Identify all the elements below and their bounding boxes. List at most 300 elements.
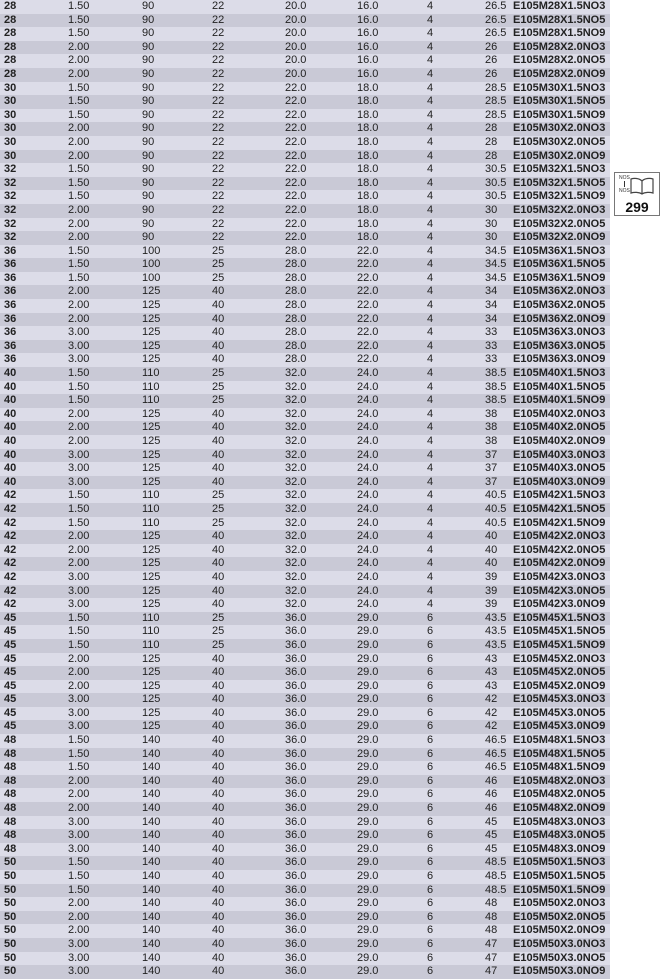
- cell-flutes: 4: [427, 81, 434, 94]
- cell-diameter: 40: [4, 421, 17, 434]
- cell-shank-dia: 36.0: [285, 965, 307, 978]
- cell-shank-dia: 36.0: [285, 815, 307, 828]
- cell-length: 140: [142, 924, 161, 937]
- table-row: [0, 693, 610, 707]
- cell-square: 24.0: [357, 598, 379, 611]
- cell-length: 90: [142, 163, 155, 176]
- cell-drill-size: 28.5: [485, 81, 507, 94]
- cell-thread-length: 22: [212, 122, 225, 135]
- cell-diameter: 42: [4, 557, 17, 570]
- cell-square: 18.0: [357, 149, 379, 162]
- cell-pitch: 2.00: [68, 299, 90, 312]
- cell-flutes: 4: [427, 176, 434, 189]
- table-row: [0, 0, 610, 14]
- cell-thread-length: 40: [212, 407, 225, 420]
- cell-thread-length: 40: [212, 326, 225, 339]
- cell-drill-size: 43: [485, 652, 498, 665]
- cell-part-number: E105M30X1.5NO3: [513, 81, 606, 94]
- cell-pitch: 3.00: [68, 448, 90, 461]
- cell-flutes: 4: [427, 285, 434, 298]
- cell-square: 18.0: [357, 81, 379, 94]
- cell-flutes: 6: [427, 720, 434, 733]
- table-row: [0, 503, 610, 517]
- cell-flutes: 4: [427, 67, 434, 80]
- cell-square: 29.0: [357, 734, 379, 747]
- cell-thread-length: 25: [212, 367, 225, 380]
- cell-length: 125: [142, 435, 161, 447]
- table-row: [0, 163, 610, 177]
- cell-length: 90: [142, 95, 155, 108]
- cell-flutes: 6: [427, 815, 434, 828]
- cell-flutes: 4: [427, 353, 434, 366]
- cell-pitch: 2.00: [68, 530, 90, 543]
- cell-thread-length: 40: [212, 815, 225, 828]
- cell-drill-size: 42: [485, 720, 498, 733]
- cell-part-number: E105M42X3.0NO3: [513, 570, 606, 583]
- cell-pitch: 3.00: [68, 326, 90, 339]
- cell-pitch: 1.50: [68, 367, 90, 380]
- cell-flutes: 6: [427, 965, 434, 978]
- cell-drill-size: 43.5: [485, 611, 507, 624]
- cell-diameter: 40: [4, 475, 17, 488]
- cell-square: 29.0: [357, 802, 379, 815]
- table-row: [0, 54, 610, 68]
- cell-flutes: 4: [427, 462, 434, 475]
- cell-part-number: E105M45X3.0NO9: [513, 720, 606, 733]
- cell-square: 29.0: [357, 883, 379, 896]
- cell-flutes: 6: [427, 625, 434, 638]
- cell-drill-size: 46.5: [485, 761, 507, 774]
- cell-pitch: 1.50: [68, 734, 90, 747]
- cell-drill-size: 48.5: [485, 883, 507, 896]
- cell-shank-dia: 20.0: [285, 27, 307, 40]
- cell-diameter: 50: [4, 924, 17, 937]
- cell-drill-size: 33: [485, 339, 498, 352]
- cell-drill-size: 30.5: [485, 163, 507, 176]
- cell-length: 90: [142, 0, 155, 12]
- cell-drill-size: 30: [485, 217, 498, 230]
- cell-length: 125: [142, 679, 161, 692]
- cell-shank-dia: 36.0: [285, 720, 307, 733]
- cell-square: 18.0: [357, 122, 379, 135]
- cell-diameter: 30: [4, 81, 17, 94]
- cell-flutes: 4: [427, 339, 434, 352]
- cell-thread-length: 25: [212, 271, 225, 284]
- cell-length: 100: [142, 271, 161, 284]
- table-row: [0, 245, 610, 259]
- table-row: [0, 476, 610, 490]
- cell-thread-length: 40: [212, 543, 225, 556]
- cell-length: 140: [142, 788, 161, 801]
- cell-shank-dia: 28.0: [285, 339, 307, 352]
- cell-shank-dia: 36.0: [285, 625, 307, 638]
- cell-flutes: 4: [427, 299, 434, 312]
- cell-pitch: 2.00: [68, 54, 90, 67]
- cell-part-number: E105M50X3.0NO9: [513, 965, 606, 978]
- cell-thread-length: 40: [212, 448, 225, 461]
- cell-part-number: E105M36X3.0NO5: [513, 339, 606, 352]
- cell-square: 29.0: [357, 774, 379, 787]
- cell-thread-length: 25: [212, 516, 225, 529]
- cell-diameter: 50: [4, 856, 17, 869]
- cell-pitch: 2.00: [68, 217, 90, 230]
- cell-thread-length: 22: [212, 27, 225, 40]
- cell-pitch: 1.50: [68, 856, 90, 869]
- cell-shank-dia: 22.0: [285, 231, 307, 244]
- cell-pitch: 1.50: [68, 0, 90, 12]
- cell-flutes: 4: [427, 502, 434, 515]
- cell-diameter: 48: [4, 747, 17, 760]
- cell-length: 125: [142, 475, 161, 488]
- table-row: [0, 367, 610, 381]
- cell-diameter: 45: [4, 652, 17, 665]
- cell-drill-size: 26.5: [485, 13, 507, 26]
- cell-pitch: 3.00: [68, 462, 90, 475]
- table-row: [0, 720, 610, 734]
- cell-shank-dia: 32.0: [285, 475, 307, 488]
- cell-flutes: 6: [427, 761, 434, 774]
- cell-shank-dia: 36.0: [285, 951, 307, 964]
- cell-diameter: 50: [4, 951, 17, 964]
- cell-length: 140: [142, 747, 161, 760]
- cell-flutes: 4: [427, 435, 434, 447]
- cell-pitch: 3.00: [68, 693, 90, 706]
- cell-pitch: 2.00: [68, 910, 90, 923]
- cell-diameter: 36: [4, 312, 17, 325]
- cell-shank-dia: 32.0: [285, 435, 307, 447]
- cell-part-number: E105M42X2.0NO9: [513, 557, 606, 570]
- cell-square: 18.0: [357, 95, 379, 108]
- cell-flutes: 4: [427, 13, 434, 26]
- cell-shank-dia: 36.0: [285, 774, 307, 787]
- cell-pitch: 1.50: [68, 611, 90, 624]
- cell-shank-dia: 32.0: [285, 394, 307, 407]
- cell-flutes: 4: [427, 448, 434, 461]
- cell-drill-size: 26.5: [485, 0, 507, 12]
- cell-drill-size: 30: [485, 203, 498, 216]
- cell-shank-dia: 32.0: [285, 367, 307, 380]
- cell-drill-size: 46.5: [485, 747, 507, 760]
- cell-drill-size: 48.5: [485, 870, 507, 882]
- table-row: [0, 394, 610, 408]
- cell-length: 90: [142, 135, 155, 148]
- cell-diameter: 36: [4, 299, 17, 312]
- cell-square: 29.0: [357, 856, 379, 869]
- cell-thread-length: 40: [212, 299, 225, 312]
- cell-part-number: E105M28X2.0NO3: [513, 40, 606, 53]
- cell-thread-length: 40: [212, 774, 225, 787]
- cell-square: 18.0: [357, 176, 379, 189]
- cell-length: 125: [142, 543, 161, 556]
- cell-drill-size: 38.5: [485, 394, 507, 407]
- cell-flutes: 6: [427, 611, 434, 624]
- cell-diameter: 28: [4, 0, 17, 12]
- cell-shank-dia: 32.0: [285, 516, 307, 529]
- cell-drill-size: 45: [485, 829, 498, 842]
- cell-square: 29.0: [357, 870, 379, 882]
- cell-part-number: E105M36X1.5NO5: [513, 258, 606, 271]
- table-row: [0, 653, 610, 667]
- table-row: [0, 449, 610, 463]
- cell-thread-length: 40: [212, 652, 225, 665]
- badge-label: NOS NOS: [619, 175, 630, 194]
- cell-pitch: 3.00: [68, 815, 90, 828]
- cell-part-number: E105M40X3.0NO9: [513, 475, 606, 488]
- cell-diameter: 28: [4, 40, 17, 53]
- cell-shank-dia: 36.0: [285, 747, 307, 760]
- cell-square: 16.0: [357, 40, 379, 53]
- cell-shank-dia: 22.0: [285, 108, 307, 121]
- cell-pitch: 1.50: [68, 27, 90, 40]
- cell-diameter: 32: [4, 163, 17, 176]
- cell-drill-size: 39: [485, 584, 498, 597]
- cell-thread-length: 40: [212, 802, 225, 815]
- cell-part-number: E105M45X1.5NO5: [513, 625, 606, 638]
- cell-diameter: 48: [4, 842, 17, 855]
- cell-square: 29.0: [357, 951, 379, 964]
- cell-pitch: 2.00: [68, 679, 90, 692]
- cell-flutes: 6: [427, 638, 434, 651]
- cell-shank-dia: 36.0: [285, 761, 307, 774]
- cell-shank-dia: 22.0: [285, 135, 307, 148]
- cell-diameter: 42: [4, 516, 17, 529]
- cell-drill-size: 43.5: [485, 638, 507, 651]
- cell-flutes: 4: [427, 244, 434, 257]
- cell-thread-length: 40: [212, 897, 225, 910]
- cell-length: 110: [142, 625, 160, 638]
- table-row: [0, 150, 610, 164]
- cell-part-number: E105M45X1.5NO3: [513, 611, 606, 624]
- cell-length: 90: [142, 54, 155, 67]
- cell-drill-size: 46.5: [485, 734, 507, 747]
- cell-drill-size: 37: [485, 475, 498, 488]
- cell-length: 125: [142, 666, 161, 679]
- cell-length: 125: [142, 557, 161, 570]
- cell-diameter: 50: [4, 883, 17, 896]
- cell-pitch: 1.50: [68, 13, 90, 26]
- cell-drill-size: 26: [485, 54, 498, 67]
- cell-thread-length: 40: [212, 734, 225, 747]
- cell-drill-size: 40.5: [485, 489, 507, 502]
- cell-part-number: E105M48X1.5NO5: [513, 747, 606, 760]
- cell-flutes: 6: [427, 829, 434, 842]
- cell-flutes: 6: [427, 693, 434, 706]
- cell-part-number: E105M45X2.0NO5: [513, 666, 606, 679]
- cell-diameter: 40: [4, 394, 17, 407]
- cell-pitch: 1.50: [68, 489, 90, 502]
- table-row: [0, 435, 610, 449]
- cell-shank-dia: 28.0: [285, 258, 307, 271]
- cell-pitch: 3.00: [68, 353, 90, 366]
- cell-pitch: 1.50: [68, 190, 90, 203]
- cell-shank-dia: 36.0: [285, 870, 307, 882]
- cell-part-number: E105M28X1.5NO3: [513, 0, 606, 12]
- cell-square: 18.0: [357, 190, 379, 203]
- cell-shank-dia: 32.0: [285, 543, 307, 556]
- cell-length: 140: [142, 829, 161, 842]
- cell-shank-dia: 36.0: [285, 693, 307, 706]
- cell-flutes: 4: [427, 231, 434, 244]
- cell-diameter: 42: [4, 570, 17, 583]
- cell-length: 125: [142, 285, 161, 298]
- cell-square: 29.0: [357, 666, 379, 679]
- table-row: [0, 82, 610, 96]
- cell-square: 29.0: [357, 611, 379, 624]
- cell-drill-size: 47: [485, 965, 498, 978]
- cell-length: 100: [142, 244, 161, 257]
- cell-flutes: 4: [427, 367, 434, 380]
- cell-square: 29.0: [357, 910, 379, 923]
- cell-length: 140: [142, 910, 161, 923]
- table-row: [0, 272, 610, 286]
- cell-thread-length: 22: [212, 40, 225, 53]
- cell-part-number: E105M32X2.0NO9: [513, 231, 606, 244]
- cell-flutes: 4: [427, 516, 434, 529]
- cell-drill-size: 38: [485, 421, 498, 434]
- cell-diameter: 45: [4, 611, 17, 624]
- cell-flutes: 4: [427, 203, 434, 216]
- cell-shank-dia: 20.0: [285, 67, 307, 80]
- cell-diameter: 32: [4, 190, 17, 203]
- cell-thread-length: 25: [212, 258, 225, 271]
- cell-diameter: 40: [4, 448, 17, 461]
- cell-pitch: 1.50: [68, 244, 90, 257]
- cell-shank-dia: 36.0: [285, 924, 307, 937]
- cell-shank-dia: 32.0: [285, 584, 307, 597]
- table-row: [0, 204, 610, 218]
- cell-length: 140: [142, 965, 161, 978]
- cell-thread-length: 25: [212, 394, 225, 407]
- cell-square: 24.0: [357, 530, 379, 543]
- cell-part-number: E105M48X1.5NO3: [513, 734, 606, 747]
- cell-thread-length: 25: [212, 489, 225, 502]
- cell-diameter: 40: [4, 407, 17, 420]
- cell-length: 140: [142, 815, 161, 828]
- cell-thread-length: 25: [212, 611, 225, 624]
- cell-thread-length: 25: [212, 380, 225, 393]
- cell-drill-size: 34: [485, 285, 498, 298]
- cell-diameter: 36: [4, 339, 17, 352]
- cell-thread-length: 40: [212, 856, 225, 869]
- cell-shank-dia: 22.0: [285, 203, 307, 216]
- cell-thread-length: 40: [212, 598, 225, 611]
- cell-diameter: 50: [4, 897, 17, 910]
- table-row: [0, 285, 610, 299]
- book-icon: [630, 177, 654, 198]
- cell-diameter: 48: [4, 802, 17, 815]
- table-row: [0, 489, 610, 503]
- cell-square: 18.0: [357, 135, 379, 148]
- cell-shank-dia: 32.0: [285, 462, 307, 475]
- cell-thread-length: 40: [212, 666, 225, 679]
- cell-square: 24.0: [357, 448, 379, 461]
- table-row: [0, 68, 610, 82]
- cell-length: 125: [142, 462, 161, 475]
- cell-diameter: 36: [4, 285, 17, 298]
- cell-shank-dia: 36.0: [285, 842, 307, 855]
- cell-diameter: 48: [4, 829, 17, 842]
- cell-pitch: 3.00: [68, 937, 90, 950]
- cell-pitch: 2.00: [68, 122, 90, 135]
- cell-shank-dia: 36.0: [285, 666, 307, 679]
- cell-drill-size: 26: [485, 40, 498, 53]
- cell-pitch: 1.50: [68, 883, 90, 896]
- cell-drill-size: 46: [485, 788, 498, 801]
- cell-diameter: 28: [4, 54, 17, 67]
- cell-diameter: 40: [4, 380, 17, 393]
- cell-diameter: 42: [4, 598, 17, 611]
- cell-shank-dia: 36.0: [285, 897, 307, 910]
- cell-flutes: 4: [427, 149, 434, 162]
- table-row: [0, 177, 610, 191]
- cell-shank-dia: 36.0: [285, 679, 307, 692]
- cell-length: 110: [142, 516, 160, 529]
- cell-part-number: E105M50X2.0NO3: [513, 897, 606, 910]
- cell-square: 24.0: [357, 557, 379, 570]
- cell-thread-length: 25: [212, 625, 225, 638]
- cell-pitch: 3.00: [68, 598, 90, 611]
- cell-shank-dia: 20.0: [285, 0, 307, 12]
- cell-flutes: 4: [427, 312, 434, 325]
- cell-flutes: 4: [427, 380, 434, 393]
- cell-length: 110: [142, 502, 160, 515]
- cell-part-number: E105M30X2.0NO5: [513, 135, 606, 148]
- cell-drill-size: 46: [485, 774, 498, 787]
- cell-drill-size: 28.5: [485, 95, 507, 108]
- cell-pitch: 3.00: [68, 570, 90, 583]
- cell-drill-size: 40: [485, 530, 498, 543]
- table-row: [0, 598, 610, 612]
- cell-length: 90: [142, 190, 155, 203]
- cell-square: 22.0: [357, 258, 379, 271]
- cell-drill-size: 28: [485, 135, 498, 148]
- table-row: [0, 258, 610, 272]
- cell-pitch: 2.00: [68, 774, 90, 787]
- cell-flutes: 4: [427, 108, 434, 121]
- cell-flutes: 4: [427, 95, 434, 108]
- cell-pitch: 2.00: [68, 407, 90, 420]
- cell-square: 18.0: [357, 217, 379, 230]
- cell-pitch: 2.00: [68, 802, 90, 815]
- cell-flutes: 4: [427, 163, 434, 176]
- cell-length: 90: [142, 217, 155, 230]
- cell-thread-length: 40: [212, 883, 225, 896]
- table-row: [0, 571, 610, 585]
- cell-length: 140: [142, 883, 161, 896]
- cell-diameter: 32: [4, 176, 17, 189]
- cell-pitch: 3.00: [68, 339, 90, 352]
- cell-drill-size: 28: [485, 149, 498, 162]
- cell-drill-size: 26.5: [485, 27, 507, 40]
- cell-thread-length: 22: [212, 190, 225, 203]
- cell-thread-length: 40: [212, 339, 225, 352]
- cell-part-number: E105M32X2.0NO5: [513, 217, 606, 230]
- table-row: [0, 557, 610, 571]
- cell-flutes: 4: [427, 0, 434, 12]
- cell-square: 24.0: [357, 475, 379, 488]
- cell-part-number: E105M30X2.0NO3: [513, 122, 606, 135]
- cell-flutes: 4: [427, 421, 434, 434]
- cell-flutes: 6: [427, 706, 434, 719]
- cell-diameter: 48: [4, 774, 17, 787]
- cell-diameter: 48: [4, 761, 17, 774]
- cell-part-number: E105M36X2.0NO9: [513, 312, 606, 325]
- cell-flutes: 6: [427, 802, 434, 815]
- cell-part-number: E105M42X1.5NO5: [513, 502, 606, 515]
- cell-shank-dia: 36.0: [285, 611, 307, 624]
- cell-flutes: 4: [427, 258, 434, 271]
- cell-length: 90: [142, 203, 155, 216]
